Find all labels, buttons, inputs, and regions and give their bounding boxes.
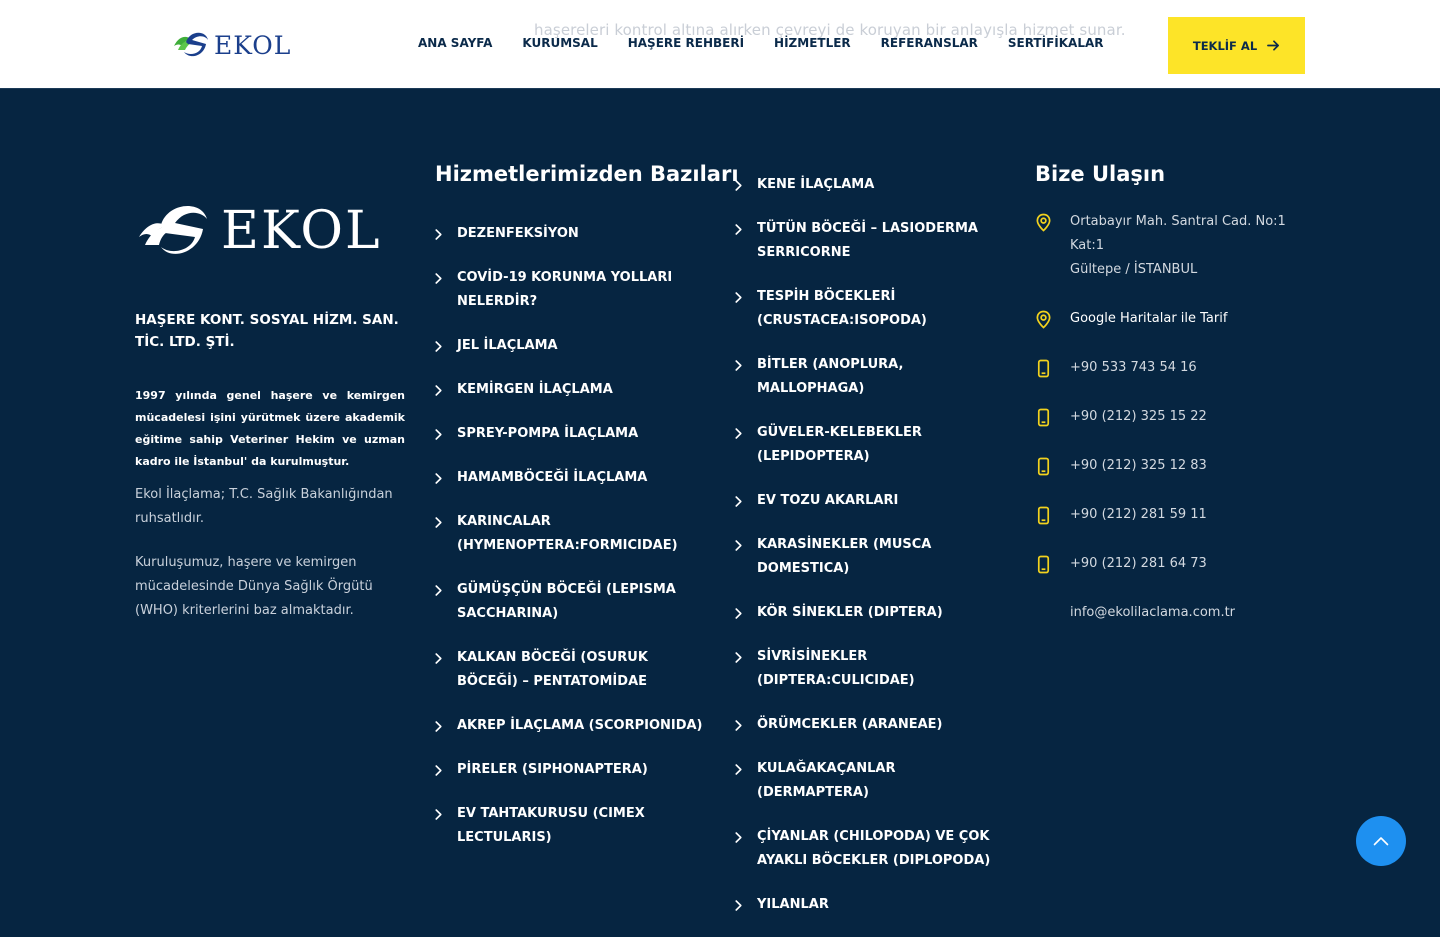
map-pin-icon [1035, 210, 1070, 234]
address-line-2: Gültepe / İSTANBUL [1070, 262, 1198, 277]
contact-list [1035, 210, 1305, 650]
phone-number: +90 (212) 281 59 11 [1070, 507, 1207, 522]
service-label: EV TOZU AKARLARI [757, 493, 899, 508]
services-list-left [435, 222, 705, 870]
chevron-right-icon [735, 893, 757, 917]
get-quote-button[interactable] [1168, 17, 1305, 74]
footer-logo[interactable] [135, 195, 397, 267]
service-link[interactable] [435, 466, 705, 490]
service-label: ÇİYANLAR (CHILOPODA) VE ÇOK AYAKLI BÖCEKLER (DIPLOPODA) [757, 829, 991, 868]
service-link[interactable] [435, 802, 705, 850]
service-label: TÜTÜN BÖCEĞİ – LASIODERMA SERRICORNE [757, 221, 978, 260]
service-label: ÖRÜMCEKLER (ARANEAE) [757, 717, 943, 732]
phone-number: +90 (212) 325 15 22 [1070, 409, 1207, 424]
service-link[interactable] [735, 421, 1000, 469]
services-list-right [735, 173, 1000, 937]
about-column [135, 195, 405, 623]
license-text: Ekol İlaçlama; T.C. Sağlık Bakanlığından ruhsatlıdır. [135, 487, 393, 526]
nav-kurumsal[interactable]: KURUMSAL [522, 36, 598, 50]
mobile-phone-icon [1035, 503, 1070, 527]
arrow-right-icon [1267, 39, 1280, 52]
service-label: JEL İLAÇLAMA [457, 338, 558, 353]
email-address: info@ekolilaclama.com.tr [1070, 605, 1236, 620]
chevron-right-icon [735, 601, 757, 625]
scroll-to-top-button[interactable] [1356, 816, 1406, 866]
service-label: SPREY-POMPA İLAÇLAMA [457, 426, 639, 441]
email-icon-placeholder [1035, 601, 1070, 625]
service-link[interactable] [735, 713, 1000, 737]
chevron-right-icon [735, 285, 757, 309]
chevron-right-icon [735, 421, 757, 445]
ekol-bird-logo-icon [135, 195, 215, 267]
chevron-right-icon [735, 173, 757, 197]
nav-sertifikalar[interactable]: SERTİFİKALAR [1007, 36, 1104, 50]
phone-number: +90 533 743 54 16 [1070, 360, 1197, 375]
ekol-bird-logo-icon [172, 26, 210, 64]
services-heading: Hizmetlerimizden Bazıları [435, 162, 739, 186]
chevron-right-icon [735, 217, 757, 241]
chevron-right-icon [735, 489, 757, 513]
service-link[interactable] [735, 353, 1000, 401]
about-intro: 1997 yılında genel haşere ve kemirgen mücadelesi işini yürütmek üzere akademik eğitime sahip Veteriner Hekim ve uzman kadro ile İstanbul' da kurulmuştur. [135, 389, 405, 468]
phone-item[interactable] [1035, 503, 1305, 527]
service-label: DEZENFEKSİYON [457, 226, 579, 241]
who-criteria-text: Kuruluşumuz, haşere ve kemirgen mücadelesinde Dünya Sağlık Örgütü (WHO) kriterlerini baz almaktadır. [135, 555, 373, 618]
nav-hasere-rehberi[interactable]: HAŞERE REHBERİ [627, 36, 745, 50]
service-link[interactable] [735, 173, 1000, 197]
service-link[interactable] [435, 646, 705, 694]
address-line-1: Ortabayır Mah. Santral Cad. No:1 Kat:1 [1070, 214, 1286, 253]
phone-number: +90 (212) 325 12 83 [1070, 458, 1207, 473]
service-label: GÜVELER-KELEBEKLER (LEPIDOPTERA) [757, 425, 922, 464]
main-navigation [418, 36, 1104, 50]
service-link[interactable] [735, 489, 1000, 513]
service-label: KEMİRGEN İLAÇLAMA [457, 382, 613, 397]
logo-wordmark: EKOL [214, 30, 292, 60]
service-label: HAMAMBÖCEĞİ İLAÇLAMA [457, 470, 648, 485]
maps-link[interactable] [1035, 307, 1305, 331]
chevron-right-icon [435, 422, 457, 446]
service-link[interactable] [735, 217, 1000, 265]
service-link[interactable] [435, 714, 705, 738]
service-label: YILANLAR [757, 897, 829, 912]
service-label: BİTLER (ANOPLURA, MALLOPHAGA) [757, 357, 904, 396]
chevron-right-icon [435, 510, 457, 534]
service-label: KENE İLAÇLAMA [757, 177, 875, 192]
service-link[interactable] [735, 825, 1000, 873]
mobile-phone-icon [1035, 552, 1070, 576]
address-item [1035, 210, 1305, 282]
chevron-right-icon [435, 334, 457, 358]
service-link[interactable] [435, 378, 705, 402]
site-header [0, 0, 1440, 89]
service-link[interactable] [435, 334, 705, 358]
service-link[interactable] [735, 757, 1000, 805]
phone-item[interactable] [1035, 454, 1305, 478]
service-label: AKREP İLAÇLAMA (SCORPIONIDA) [457, 718, 703, 733]
chevron-right-icon [435, 758, 457, 782]
nav-hizmetler[interactable]: HİZMETLER [774, 36, 851, 50]
service-label: TESPİH BÖCEKLERİ (CRUSTACEA:ISOPODA) [757, 289, 927, 328]
service-link[interactable] [735, 285, 1000, 333]
chevron-right-icon [435, 222, 457, 246]
phone-item[interactable] [1035, 405, 1305, 429]
address-text [1070, 210, 1305, 282]
service-link[interactable] [435, 266, 705, 314]
header-logo[interactable] [172, 24, 292, 66]
service-label: PİRELER (SIPHONAPTERA) [457, 762, 648, 777]
service-link[interactable] [435, 510, 705, 558]
faded-background-text: haşereleri kontrol altına alırken çevreyi de koruyan bir anlayışla hizmet sunar. [534, 21, 1126, 39]
service-label: KULAĞAKAÇANLAR (DERMAPTERA) [757, 761, 896, 800]
service-link[interactable] [435, 422, 705, 446]
chevron-right-icon [735, 645, 757, 669]
mobile-phone-icon [1035, 454, 1070, 478]
chevron-right-icon [735, 825, 757, 849]
footer-logo-wordmark: EKOL [221, 201, 382, 261]
mobile-phone-icon [1035, 356, 1070, 380]
service-link[interactable] [435, 578, 705, 626]
service-label: KÖR SİNEKLER (DIPTERA) [757, 605, 943, 620]
chevron-right-icon [735, 353, 757, 377]
service-label: SİVRİSİNEKLER (DIPTERA:CULICIDAE) [757, 649, 915, 688]
chevron-up-icon [1373, 836, 1389, 846]
nav-referanslar[interactable]: REFERANSLAR [880, 36, 978, 50]
mobile-phone-icon [1035, 405, 1070, 429]
chevron-right-icon [435, 266, 457, 290]
chevron-right-icon [435, 714, 457, 738]
service-label: COVİD-19 KORUNMA YOLLARI NELERDİR? [457, 270, 673, 309]
contact-heading: Bize Ulaşın [1035, 162, 1166, 186]
service-link[interactable] [435, 758, 705, 782]
map-pin-icon [1035, 307, 1070, 331]
phone-item[interactable] [1035, 552, 1305, 576]
service-link[interactable] [735, 601, 1000, 625]
chevron-right-icon [735, 713, 757, 737]
service-link[interactable] [735, 533, 1000, 581]
email-item[interactable] [1035, 601, 1305, 625]
service-label: KARINCALAR (HYMENOPTERA:FORMICIDAE) [457, 514, 678, 553]
get-quote-label: TEKLİF AL [1192, 38, 1258, 53]
chevron-right-icon [735, 757, 757, 781]
nav-ana-sayfa[interactable]: ANA SAYFA [418, 36, 493, 50]
chevron-right-icon [435, 466, 457, 490]
service-label: KALKAN BÖCEĞİ (OSURUK BÖCEĞİ) – PENTATOMİDAE [457, 650, 648, 689]
phone-item[interactable] [1035, 356, 1305, 380]
maps-link-label: Google Haritalar ile Tarif [1070, 311, 1228, 326]
chevron-right-icon [435, 646, 457, 670]
service-label: GÜMÜŞÇÜN BÖCEĞİ (LEPISMA SACCHARINA) [457, 582, 676, 621]
service-label: EV TAHTAKURUSU (CIMEX LECTULARIS) [457, 806, 645, 845]
chevron-right-icon [435, 378, 457, 402]
service-label: KARASİNEKLER (MUSCA DOMESTICA) [757, 537, 932, 576]
service-link[interactable] [735, 645, 1000, 693]
service-link[interactable] [435, 222, 705, 246]
chevron-right-icon [435, 578, 457, 602]
company-name: HAŞERE KONT. SOSYAL HİZM. SAN. TİC. LTD. ŞTİ. [135, 312, 399, 350]
phone-number: +90 (212) 281 64 73 [1070, 556, 1207, 571]
service-link[interactable] [735, 893, 1000, 917]
chevron-right-icon [435, 802, 457, 826]
chevron-right-icon [735, 533, 757, 557]
